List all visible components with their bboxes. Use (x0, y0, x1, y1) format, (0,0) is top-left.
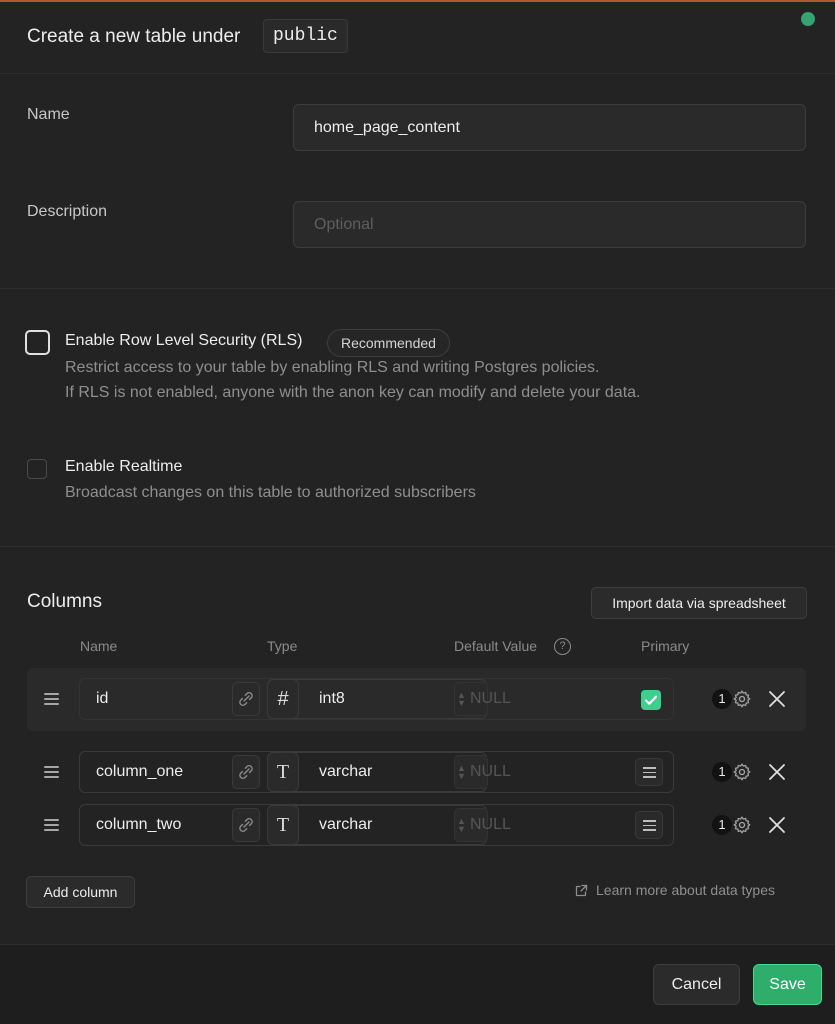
column-name-value[interactable]: id (96, 690, 109, 707)
column-type-value[interactable]: int8 (319, 690, 345, 707)
rls-description-line-1: Restrict access to your table by enabling RLS and writing Postgres policies. (65, 359, 600, 376)
save-button[interactable]: Save (753, 964, 822, 1005)
realtime-description: Broadcast changes on this table to authorized subscribers (65, 484, 476, 501)
default-value-text[interactable]: NULL (470, 763, 511, 780)
help-icon[interactable]: ? (554, 638, 571, 655)
name-label: Name (27, 106, 70, 123)
count-badge: 1 (712, 689, 732, 709)
column-header-primary: Primary (641, 638, 690, 654)
gear-icon[interactable] (732, 762, 752, 782)
learn-more-label: Learn more about data types (596, 882, 776, 898)
columns-title: Columns (27, 591, 102, 612)
stepper-icon[interactable]: ▲ ▼ (454, 755, 488, 789)
external-link-icon (575, 884, 588, 897)
count-badge: 1 (712, 815, 732, 835)
gear-icon[interactable] (732, 689, 752, 709)
column-type-value[interactable]: varchar (319, 816, 373, 833)
column-name-value[interactable]: column_one (96, 763, 184, 780)
table-row (27, 668, 806, 731)
stepper-icon[interactable]: ▲ ▼ (454, 682, 488, 716)
realtime-title: Enable Realtime (65, 458, 183, 475)
default-value-text[interactable]: NULL (470, 816, 511, 833)
realtime-checkbox[interactable] (27, 459, 47, 479)
drag-handle-icon[interactable] (44, 766, 59, 781)
drag-handle-icon[interactable] (44, 819, 59, 834)
recommended-badge: Recommended (327, 329, 450, 357)
column-field-group (79, 678, 674, 720)
column-header-name: Name (80, 638, 118, 654)
panel-title: Create a new table under (27, 26, 241, 47)
type-int-icon[interactable]: # (267, 679, 299, 719)
list-icon[interactable] (635, 811, 663, 839)
column-name-value[interactable]: column_two (96, 816, 182, 833)
import-spreadsheet-button[interactable]: Import data via spreadsheet (591, 587, 807, 619)
table-row (27, 794, 806, 857)
description-label: Description (27, 203, 108, 220)
rls-title: Enable Row Level Security (RLS) (65, 332, 303, 349)
column-type-value[interactable]: varchar (319, 763, 373, 780)
section-divider (0, 546, 835, 547)
table-name-input[interactable] (293, 104, 806, 151)
drag-handle-icon[interactable] (44, 693, 59, 708)
type-text-icon[interactable]: T (267, 752, 299, 792)
type-text-icon[interactable]: T (267, 805, 299, 845)
count-badge: 1 (712, 762, 732, 782)
close-icon[interactable] (768, 816, 786, 834)
schema-name-chip: public (263, 19, 348, 53)
column-header-type: Type (267, 638, 298, 654)
list-icon[interactable] (635, 758, 663, 786)
link-icon[interactable] (232, 682, 260, 716)
section-divider (0, 288, 835, 289)
column-field-group (79, 751, 674, 793)
rls-checkbox[interactable] (25, 330, 50, 355)
link-icon[interactable] (232, 755, 260, 789)
stepper-icon[interactable]: ▲ ▼ (454, 808, 488, 842)
default-value-text[interactable]: NULL (470, 690, 511, 707)
close-icon[interactable] (768, 690, 786, 708)
column-field-group (79, 804, 674, 846)
cancel-button[interactable]: Cancel (653, 964, 740, 1005)
gear-icon[interactable] (732, 815, 752, 835)
add-column-button[interactable]: Add column (26, 876, 135, 908)
column-header-default: Default Value (454, 638, 538, 654)
close-icon[interactable] (768, 763, 786, 781)
primary-key-checkbox[interactable] (641, 690, 661, 710)
description-input[interactable] (293, 201, 806, 248)
rls-description-line-2: If RLS is not enabled, anyone with the anon key can modify and delete your data. (65, 384, 641, 401)
learn-more-link[interactable] (575, 882, 775, 898)
panel-header (0, 2, 835, 74)
link-icon[interactable] (232, 808, 260, 842)
